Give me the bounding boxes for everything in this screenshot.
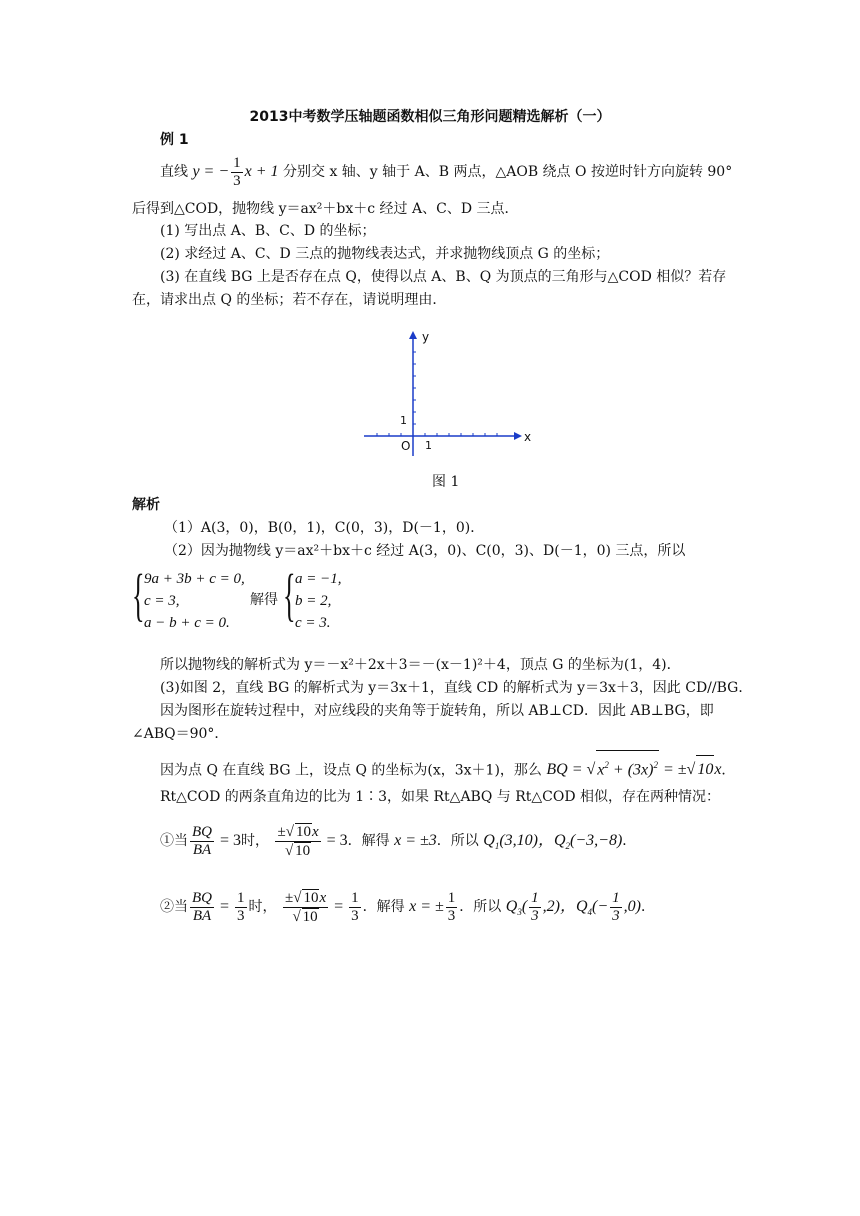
system-right-line-3: c = 3. — [295, 615, 331, 631]
example-label: 例 1 — [160, 132, 189, 148]
solution-part-3: (3)如图 2，直线 BG 的解析式为 y＝3x＋1，直线 CD 的解析式为 y＝3x＋3，因此 CD//BG． — [160, 680, 753, 696]
case-1: ①当 $\frac{BQ}{BA}$ = 3时， $\frac{\pm√ 10x}{√ 10}$ = 3．解得 x = ±3．所以 $Q_1(3,10)$，$Q_2(-3,-8)$． — [160, 823, 637, 859]
problem-line-1-suffix: 分别交 x 轴、y 轴于 A、B 两点，△AOB 绕点 O 按逆时针方向旋转 90° — [283, 164, 733, 180]
page-title: 2013中考数学压轴题函数相似三角形问题精选解析（一） — [249, 109, 611, 125]
case-1-so: ．所以 — [436, 833, 479, 849]
solution-angle: ∠ABQ＝90°． — [132, 726, 229, 742]
case-2: ②当 $\frac{BQ}{BA}$ = $\frac{1}{3}$ 时， $\frac{\pm√ 10x}{√ 10}$ = $\frac{1}{3}$ ．解得 x = ± $\frac{1}{3}$ ．所以 $Q_3$( $\frac{1}{3}$ ,2)，$Q_4(-$ $\frac{1}{3}$ ,0)． — [160, 889, 655, 925]
question-3a: (3) 在直线 BG 上是否存在点 Q，使得以点 A、B、Q 为顶点的三角形与△COD 相似？若存 — [160, 269, 727, 285]
case-1-solve: ．解得 — [347, 833, 390, 849]
question-2: (2) 求经过 A、C、D 三点的抛物线表达式，并求抛物线顶点 G 的坐标； — [160, 246, 610, 262]
y-axis-arrow-icon — [409, 331, 417, 339]
case-2-mark: ②当 — [160, 899, 188, 915]
solution-rotation: 因为图形在旋转过程中，对应线段的夹角等于旋转角，所以 AB⊥CD．因此 AB⊥BG，即 — [160, 703, 714, 719]
problem-line-1 — [160, 150, 732, 194]
left-brace-icon: { — [132, 562, 145, 627]
problem-line-2: 后得到△COD，抛物线 y＝ax²＋bx＋c 经过 A、C、D 三点． — [132, 201, 519, 217]
line-equation: y = − $\frac{1}{3}$ x + 1 — [192, 154, 279, 189]
system-left-line-1: 9a + 3b + c = 0, — [144, 571, 245, 587]
equation-system-right — [295, 568, 342, 634]
origin-label: O — [401, 439, 411, 453]
axis-ticks — [377, 352, 497, 436]
solve-word: 解得 — [250, 592, 278, 608]
x-axis-label: x — [524, 430, 532, 444]
question-3b: 在，请求出点 Q 的坐标；若不存在，请说明理由． — [132, 292, 447, 308]
solution-part-2: （2）因为抛物线 y＝ax²＋bx＋c 经过 A(3，0)、C(0，3)、D(－1，0) 三点，所以 — [164, 543, 686, 559]
system-right-line-1: a = −1, — [295, 571, 342, 587]
question-1: (1) 写出点 A、B、C、D 的坐标； — [160, 223, 376, 239]
case-2-points: $Q_3$( $\frac{1}{3}$ ,2)，$Q_4(-$ $\frac{1}{3}$ ,0) — [505, 889, 641, 924]
figure-caption: 图 1 — [432, 474, 460, 490]
system-left-line-3: a − b + c = 0. — [144, 615, 230, 631]
y-axis-label: y — [422, 330, 430, 344]
solution-bq-prefix: 因为点 Q 在直线 BG 上，设点 Q 的坐标为(x，3x＋1)，那么 — [160, 762, 542, 779]
case-1-mark: ①当 — [160, 833, 188, 849]
case-2-when: 时， — [248, 899, 277, 915]
system-left-line-2: c = 3, — [144, 593, 180, 609]
case-2-solve: ．解得 — [362, 899, 405, 915]
case-2-equation: $\frac{\pm√ 10x}{√ 10}$ — [284, 889, 327, 925]
solution-heading: 解析 — [132, 497, 160, 513]
bq-expression: BQ = √ $x^2 + (3x)^2$ = ±√ 10x — [546, 761, 721, 778]
figure-1-axes — [360, 326, 540, 466]
case-1-equation: $\frac{\pm√ 10x}{√ 10}$ — [277, 823, 319, 859]
y-tick-label: 1 — [400, 414, 407, 427]
case-1-when: 时， — [241, 833, 270, 849]
solution-part-1: （1）A(3，0)，B(0，1)，C(0，3)，D(－1，0)． — [164, 520, 485, 536]
equation-system-left — [144, 568, 245, 634]
system-right-line-2: b = 2, — [295, 593, 332, 609]
solution-parabola: 所以抛物线的解析式为 y＝－x²＋2x＋3＝－(x－1)²＋4，顶点 G 的坐标为(1，4)． — [160, 657, 681, 673]
problem-line-1-prefix: 直线 — [160, 164, 188, 180]
x-axis-arrow-icon — [514, 432, 522, 440]
right-brace-icon: { — [283, 562, 296, 627]
case-2-ratio: $\frac{BQ}{BA}$ — [192, 889, 212, 924]
case-2-so: ．所以 — [459, 899, 502, 915]
case-1-points: $Q_1(3,10)$，$Q_2(-3,-8)$ — [483, 832, 623, 852]
x-tick-label: 1 — [425, 439, 432, 452]
solution-ratio: Rt△COD 的两条直角边的比为 1∶3，如果 Rt△ABQ 与 Rt△COD 相似，存在两种情况： — [160, 789, 721, 805]
case-1-ratio: $\frac{BQ}{BA}$ — [192, 823, 212, 858]
solution-bq-line: 因为点 Q 在直线 BG 上，设点 Q 的坐标为(x，3x＋1)，那么 BQ = √ $x^2 + (3x)^2$ = ±√ 10x． — [160, 750, 735, 778]
